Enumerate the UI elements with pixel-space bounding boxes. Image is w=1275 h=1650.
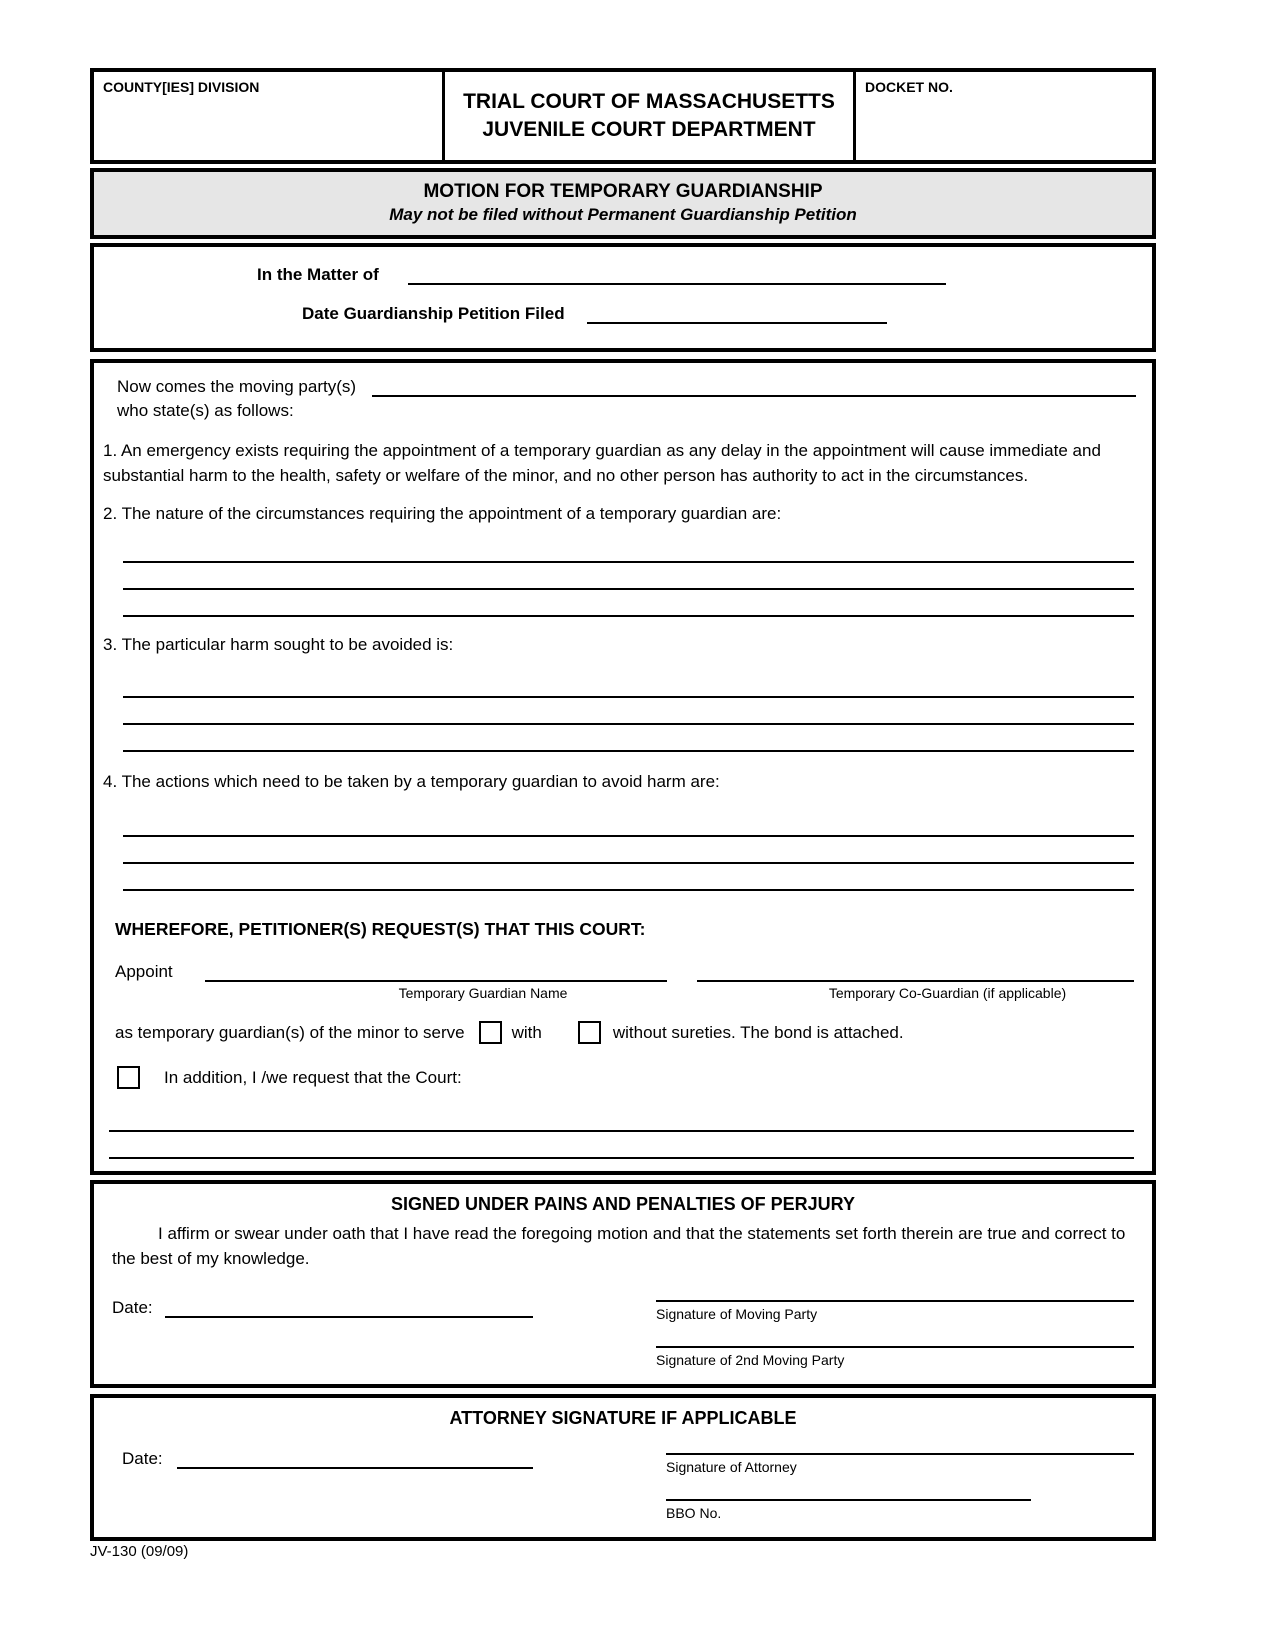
bbo-number-line[interactable] [666, 1475, 1031, 1501]
attorney-title: ATTORNEY SIGNATURE IF APPLICABLE [449, 1407, 797, 1428]
sig-attorney-label: Signature of Attorney [666, 1458, 797, 1475]
date-filed-field[interactable] [587, 302, 887, 324]
perjury-date-label: Date: [112, 1297, 153, 1317]
in-matter-label: In the Matter of [257, 265, 379, 284]
wherefore-heading: WHEREFORE, PETITIONER(S) REQUEST(S) THAT THIS COURT: [115, 919, 646, 940]
perjury-title: SIGNED UNDER PAINS AND PENALTIES OF PERJURY [390, 1194, 856, 1215]
in-matter-field[interactable] [408, 263, 946, 285]
perjury-text: I affirm or swear under oath that I have read the foregoing motion and that the statements set forth therein are true and correct to the best of my knowledge. [112, 1224, 1126, 1268]
form-number: JV-130 (09/09) [90, 1542, 189, 1560]
court-title-line2: JUVENILE COURT DEPARTMENT [482, 118, 816, 141]
attorney-date-label: Date: [122, 1448, 163, 1468]
guardian-name-caption: Temporary Guardian Name [398, 985, 568, 1002]
attorney-section [90, 1394, 1156, 1541]
sureties-row [115, 1021, 1134, 1044]
title-bar [90, 168, 1156, 239]
date-filed-label: Date Guardianship Petition Filed [302, 304, 565, 323]
answer-line[interactable] [123, 563, 1134, 590]
bbo-label: BBO No. [666, 1504, 722, 1521]
guardianship-motion-form [90, 68, 1156, 1560]
sig-moving-party-label: Signature of Moving Party [656, 1305, 818, 1322]
guardian-name-field[interactable] [205, 960, 667, 982]
with-sureties-checkbox[interactable] [479, 1021, 502, 1044]
item-4-answer-area [123, 810, 1134, 891]
answer-line[interactable] [123, 837, 1134, 864]
answer-line[interactable] [123, 671, 1134, 698]
addition-answer-area [109, 1105, 1134, 1159]
request-line[interactable] [109, 1132, 1134, 1159]
answer-line[interactable] [123, 725, 1134, 752]
serve-text: as temporary guardian(s) of the minor to serve [115, 1022, 465, 1042]
perjury-date-field[interactable] [165, 1296, 533, 1318]
answer-line[interactable] [123, 864, 1134, 891]
moving-party-signature-line[interactable] [656, 1286, 1134, 1302]
item-3-answer-area [123, 671, 1134, 752]
addition-request-checkbox[interactable] [117, 1066, 140, 1089]
court-title-line1: TRIAL COURT OF MASSACHUSETTS [463, 89, 835, 113]
attorney-date-field[interactable] [177, 1447, 533, 1469]
perjury-section [90, 1180, 1156, 1387]
addition-label: In addition, I /we request that the Court: [164, 1067, 462, 1087]
moving-party-label: Now comes the moving party(s) [117, 377, 357, 396]
form-header [90, 68, 1156, 164]
item-2-label: 2. The nature of the circumstances requiring the appointment of a temporary guardian are: [103, 504, 782, 524]
motion-subtitle: May not be filed without Permanent Guardianship Petition [389, 205, 857, 224]
without-label: without sureties. The bond is attached. [612, 1022, 904, 1042]
moving-party-field[interactable] [372, 375, 1136, 397]
addition-row [117, 1066, 1134, 1089]
court-title [445, 72, 853, 160]
second-moving-party-signature-line[interactable] [656, 1322, 1134, 1348]
answer-line[interactable] [123, 810, 1134, 837]
answer-line[interactable] [123, 536, 1134, 563]
appoint-label: Appoint [115, 962, 173, 982]
with-label: with [511, 1022, 542, 1042]
item-2-answer-area [123, 536, 1134, 617]
co-guardian-field[interactable] [697, 960, 1134, 982]
item-1-text: 1. An emergency exists requiring the appointment of a temporary guardian as any delay in the appointment will cause immediate and substantial harm to the health, safety or welfare of the minor, and no other person has authority to act in the circumstances. [103, 441, 1101, 485]
answer-line[interactable] [123, 590, 1134, 617]
county-division-label: COUNTY[IES] DIVISION [94, 72, 445, 160]
matter-section [90, 243, 1156, 352]
request-line[interactable] [109, 1105, 1134, 1132]
motion-title: MOTION FOR TEMPORARY GUARDIANSHIP [423, 181, 823, 202]
sig-2nd-moving-party-label: Signature of 2nd Moving Party [656, 1351, 845, 1368]
answer-line[interactable] [123, 698, 1134, 725]
without-sureties-checkbox[interactable] [578, 1021, 601, 1044]
motion-body [90, 359, 1156, 1175]
attorney-signature-line[interactable] [666, 1435, 1134, 1455]
item-4-label: 4. The actions which need to be taken by a temporary guardian to avoid harm are: [103, 772, 720, 792]
states-label: who state(s) as follows: [117, 401, 294, 420]
signature-column [624, 1286, 1134, 1368]
item-3-label: 3. The particular harm sought to be avoided is: [103, 635, 454, 655]
docket-label: DOCKET NO. [853, 72, 1152, 160]
attorney-signature-column [634, 1435, 1134, 1521]
co-guardian-caption: Temporary Co-Guardian (if applicable) [828, 985, 1067, 1002]
